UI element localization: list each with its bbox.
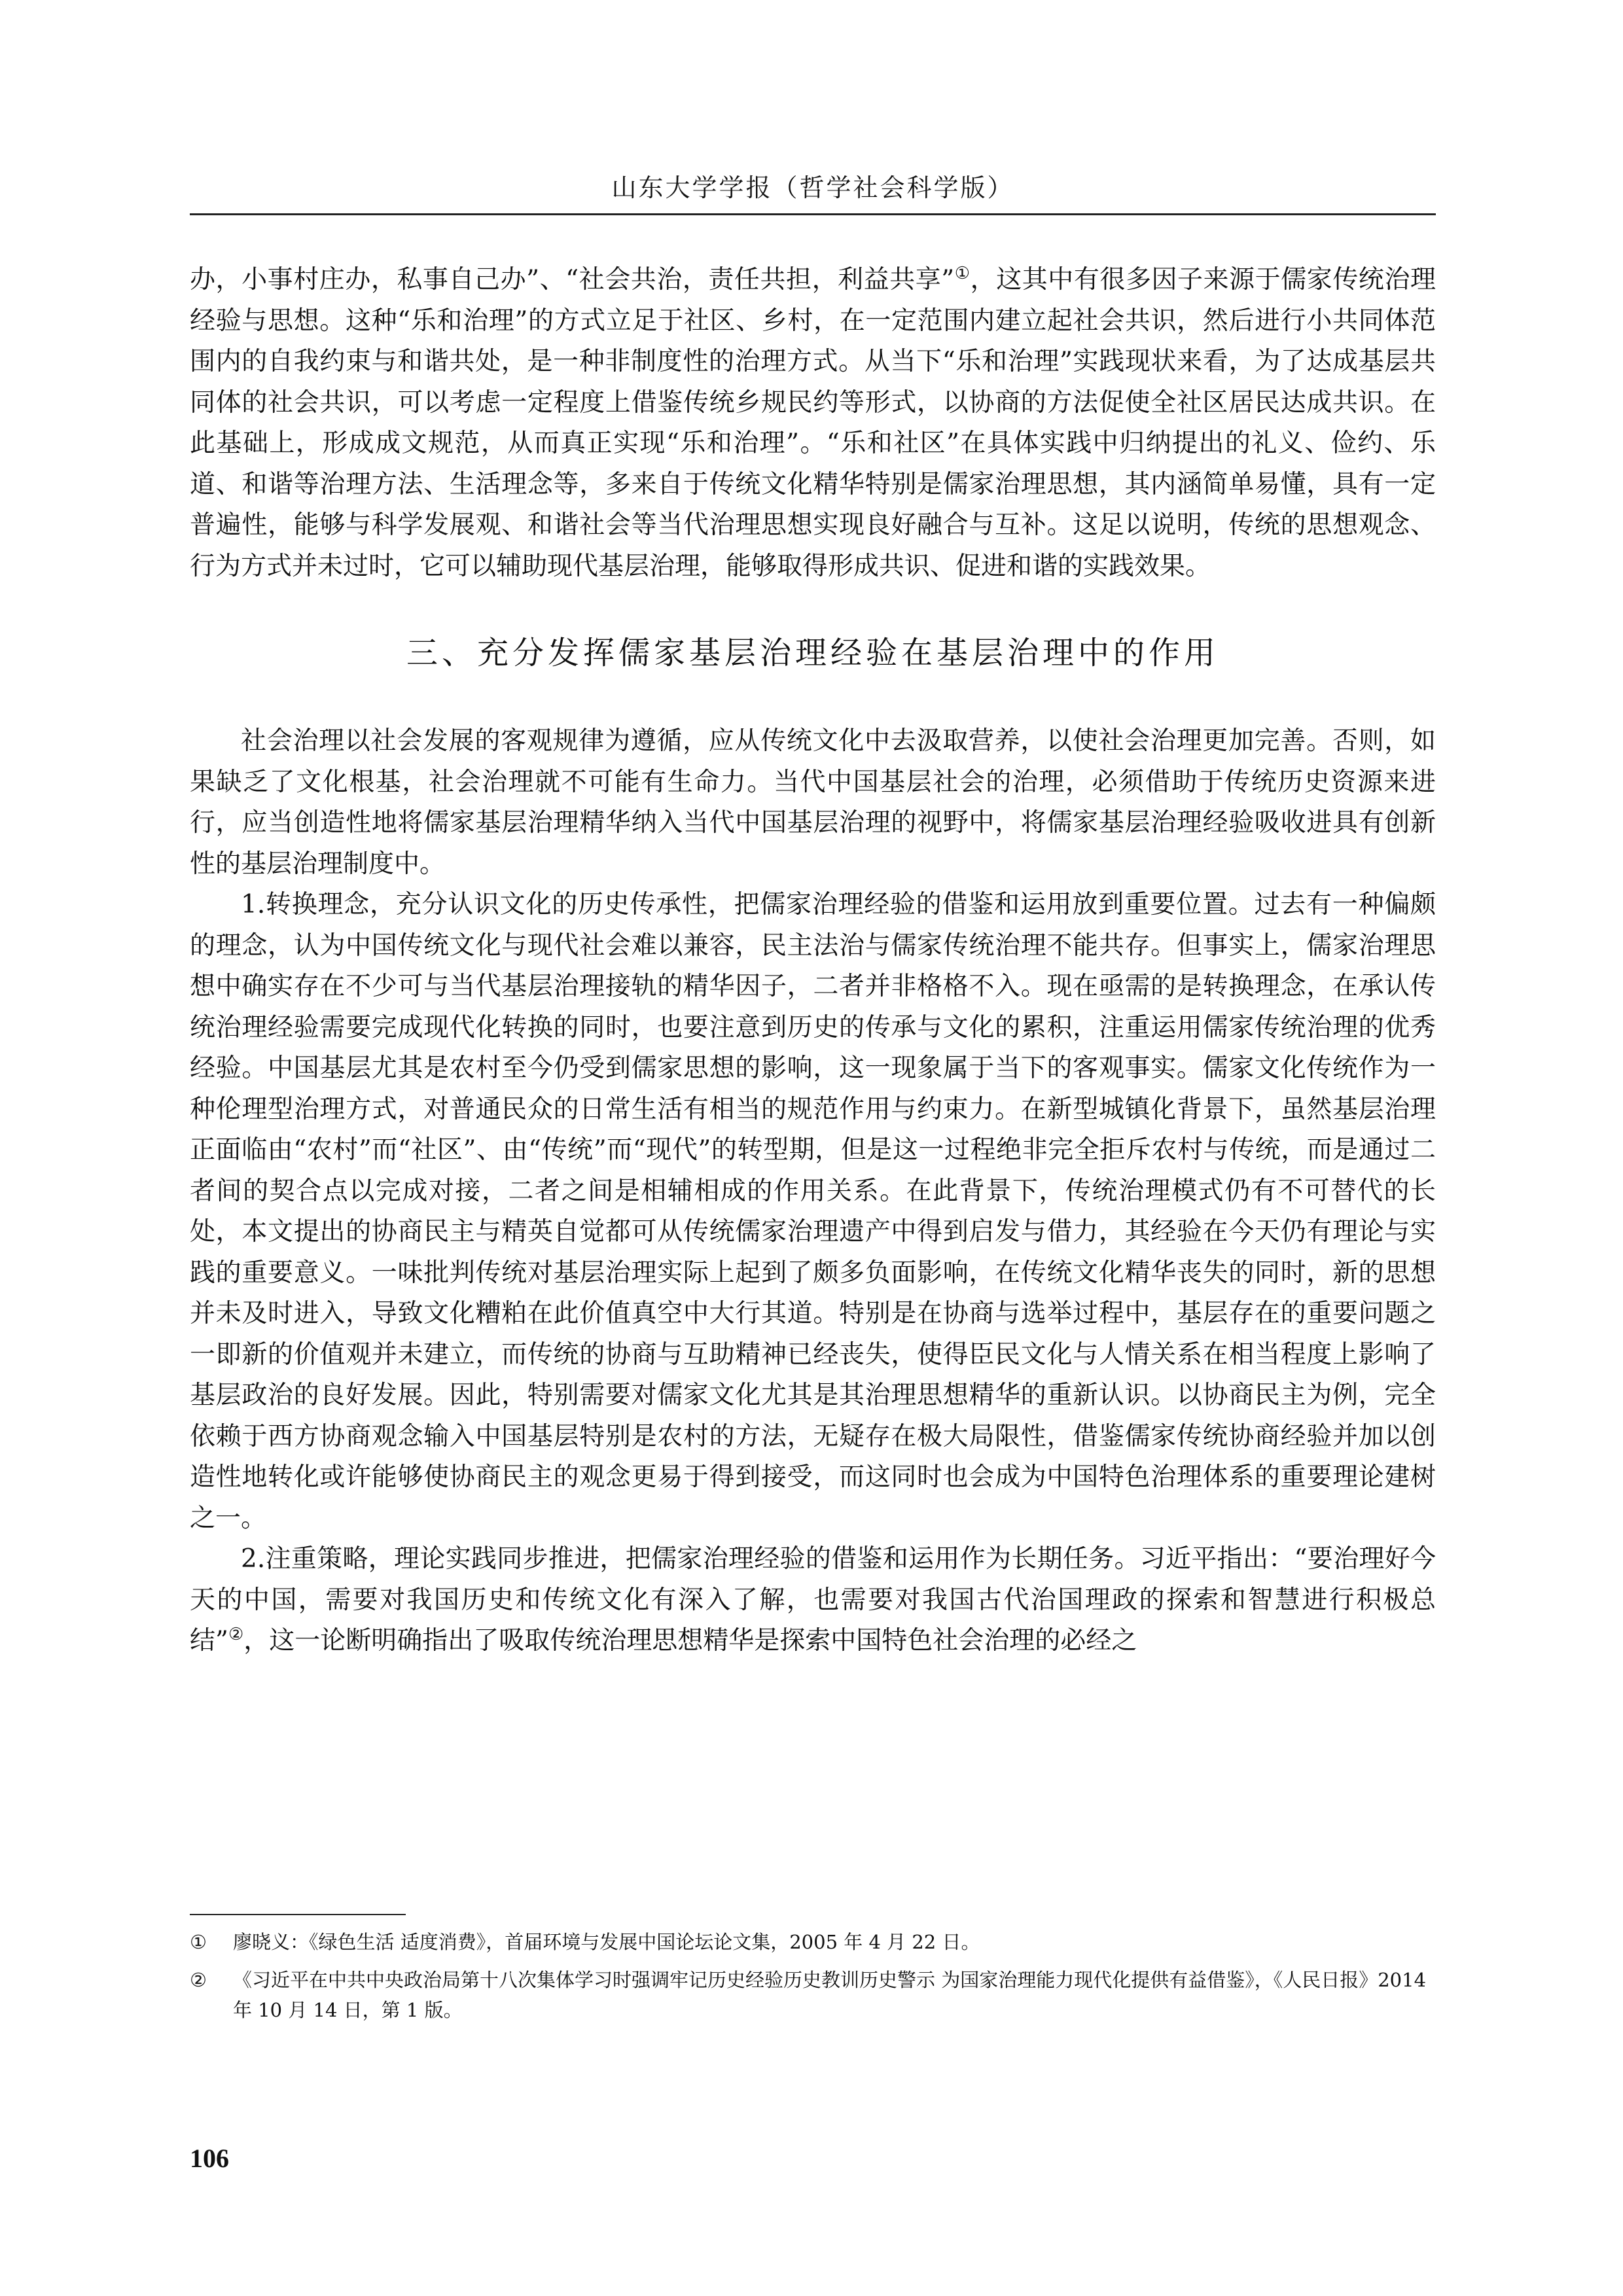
paragraph-continuation: 办，小事村庄办，私事自己办”、“社会共治，责任共担，利益共享”①，这其中有很多因子来源于儒家传统治理经验与思想。这种“乐和治理”的方式立足于社区、乡村，在一定范围内建立起社会共识，然后进行小共同体范围内的自我约束与和谐共处，是一种非制度性的治理方式。从当下“乐和治理”实践现状来看，为了达成基层共同体的社会共识，可以考虑一定程度上借鉴传统乡规民约等形式，以协商的方法促使全社区居民达成共识。在此基础上，形成成文规范，从而真正实现“乐和治理”。“乐和社区”在具体实践中归纳提出的礼义、俭约、乐道、和谐等治理方法、生活理念等，多来自于传统文化精华特别是儒家治理思想，其内涵简单易懂，具有一定普遍性，能够与科学发展观、和谐社会等当代治理思想实现良好融合与互补。这足以说明，传统的思想观念、行为方式并未过时，它可以辅助现代基层治理，能够取得形成共识、促进和谐的实践效果。 <box>190 264 1436 581</box>
footnote-text: 《习近平在中共中央政治局第十八次集体学习时强调牢记历史经验历史教训历史警示 为国家治理能力现代化提供有益借鉴》，《人民日报》2014 年 10 月 14 日，第 1 版。 <box>233 1969 1427 2021</box>
journal-title: 山东大学学报（哲学社会科学版） <box>611 173 1014 202</box>
paragraph-intro: 社会治理以社会发展的客观规律为遵循，应从传统文化中去汲取营养，以使社会治理更加完善。否则，如果缺乏了文化根基，社会治理就不可能有生命力。当代中国基层社会的治理，必须借助于传统历史资源来进行，应当创造性地将儒家基层治理精华纳入当代中国基层治理的视野中，将儒家基层治理经验吸收进具有创新性的基层治理制度中。 <box>190 726 1436 879</box>
article-body <box>190 260 1436 1662</box>
section-heading: 三、充分发挥儒家基层治理经验在基层治理中的作用 <box>406 635 1219 671</box>
paragraph-point-2: 2.注重策略，理论实践同步推进，把儒家治理经验的借鉴和运用作为长期任务。习近平指出：“要治理好今天的中国，需要对我国历史和传统文化有深入了解，也需要对我国古代治国理政的探索和智慧进行积极总结”②，这一论断明确指出了吸取传统治理思想精华是探索中国特色社会治理的必经之 <box>190 1544 1436 1655</box>
footnote-mark: ② <box>190 1969 207 1991</box>
page-number: 106 <box>190 2144 229 2173</box>
footnote-item <box>190 1965 1436 2025</box>
running-header <box>190 171 1436 204</box>
header-divider <box>190 213 1436 215</box>
footnote-mark: ① <box>190 1931 207 1953</box>
footnote-text: 廖晓义：《绿色生活 适度消费》，首届环境与发展中国论坛论文集，2005 年 4 月 22 日。 <box>233 1931 980 1953</box>
footnote-ref-1[interactable]: ① <box>954 264 971 283</box>
footnote-ref-2[interactable]: ② <box>228 1625 244 1644</box>
footnotes <box>190 1927 1436 2033</box>
footnote-item <box>190 1927 1436 1957</box>
footnote-divider <box>190 1914 406 1915</box>
paragraph-point-1: 1.转换理念，充分认识文化的历史传承性，把儒家治理经验的借鉴和运用放到重要位置。过去有一种偏颇的理念，认为中国传统文化与现代社会难以兼容，民主法治与儒家传统治理不能共存。但事实上，儒家治理思想中确实存在不少可与当代基层治理接轨的精华因子，二者并非格格不入。现在亟需的是转换理念，在承认传统治理经验需要完成现代化转换的同时，也要注意到历史的传承与文化的累积，注重运用儒家传统治理的优秀经验。中国基层尤其是农村至今仍受到儒家思想的影响，这一现象属于当下的客观事实。儒家文化传统作为一种伦理型治理方式，对普通民众的日常生活有相当的规范作用与约束力。在新型城镇化背景下，虽然基层治理正面临由“农村”而“社区”、由“传统”而“现代”的转型期，但是这一过程绝非完全拒斥农村与传统，而是通过二者间的契合点以完成对接，二者之间是相辅相成的作用关系。在此背景下，传统治理模式仍有不可替代的长处，本文提出的协商民主与精英自觉都可从传统儒家治理遗产中得到启发与借力，其经验在今天仍有理论与实践的重要意义。一味批判传统对基层治理实际上起到了颇多负面影响，在传统文化精华丧失的同时，新的思想并未及时进入，导致文化糟粕在此价值真空中大行其道。特别是在协商与选举过程中，基层存在的重要问题之一即新的价值观并未建立，而传统的协商与互助精神已经丧失，使得臣民文化与人情关系在相当程度上影响了基层政治的良好发展。因此，特别需要对儒家文化尤其是其治理思想精华的重新认识。以协商民主为例，完全依赖于西方协商观念输入中国基层特别是农村的方法，无疑存在极大局限性，借鉴儒家传统协商经验并加以创造性地转化或许能够使协商民主的观念更易于得到接受，而这同时也会成为中国特色治理体系的重要理论建树之一。 <box>190 890 1436 1533</box>
